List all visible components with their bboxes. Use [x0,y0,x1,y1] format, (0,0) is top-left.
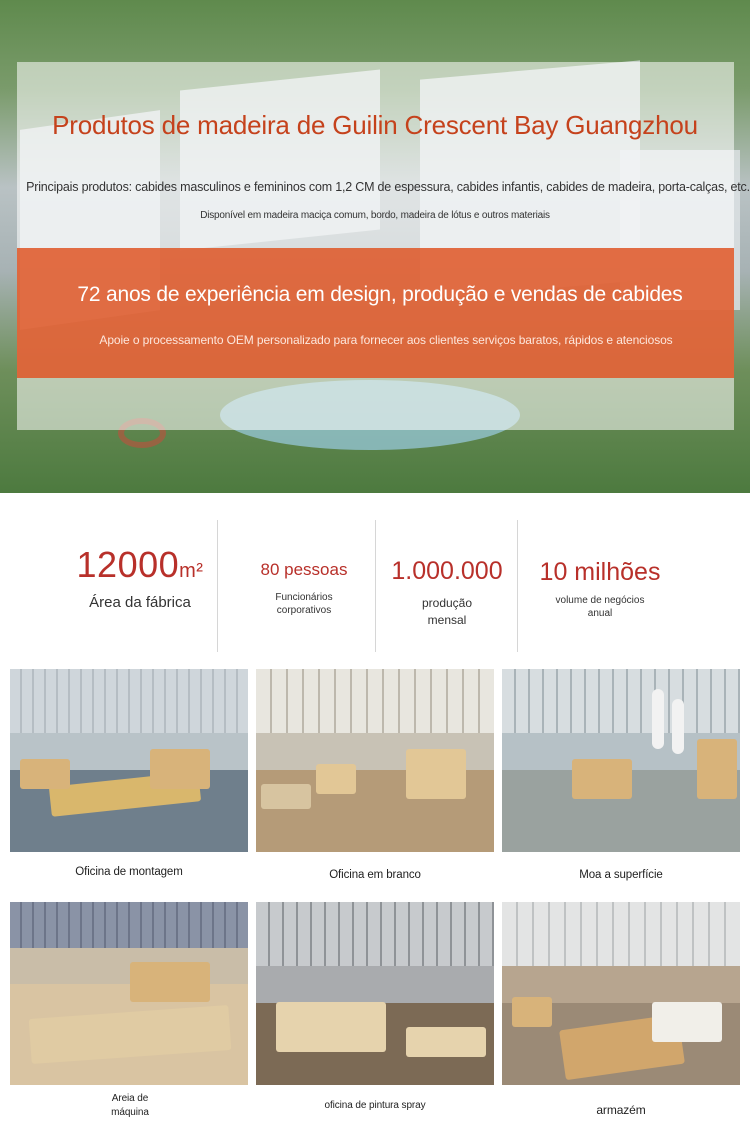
stat-employees-value: 80 pessoas [260,560,348,579]
caption-blank-workshop: Oficina em branco [329,869,421,881]
stat-annual-turnover-label-2: anual [587,608,613,619]
hero-banner [0,0,750,493]
stat-employees [230,560,378,616]
stat-annual-turnover-label-1: volume de negócios [555,595,645,606]
stat-monthly-production-label-1: produção [421,596,473,610]
caption-spray-paint-workshop: oficina de pintura spray [324,1100,426,1111]
stat-monthly-production [380,557,514,627]
stat-annual-turnover-value: 10 milhões [539,558,661,586]
photo-assembly-workshop [10,669,248,852]
band-oem-subtitle: Apoie o processamento OEM personalizado para fornecer aos clientes serviços baratos, rápidos e atenciosos [99,333,673,347]
hero-orange-band [17,248,734,378]
caption-assembly-workshop: Oficina de montagem [75,866,183,878]
stat-factory-area-value: 12000 [76,544,180,585]
stat-monthly-production-value: 1.000.000 [391,557,503,585]
photo-warehouse [502,902,740,1085]
stat-factory-area [60,544,220,611]
stat-factory-area-unit: m² [179,560,204,582]
caption-machine-sanding-line-1: Areia de [111,1093,149,1104]
stat-divider [375,520,376,652]
stat-divider [517,520,518,652]
photo-blank-workshop [256,669,494,852]
caption-surface-grinding: Moa a superfície [579,869,663,881]
stat-employees-label-1: Funcionários [275,592,333,603]
photo-spray-paint-workshop [256,902,494,1085]
band-experience-title: 72 anos de experiência em design, produção e vendas de cabides [77,283,683,306]
hero-title: Produtos de madeira de Guilin Crescent Bay Guangzhou [52,110,698,140]
hero-materials: Disponível em madeira maciça comum, bordo, madeira de lótus e outros materiais [200,210,550,221]
photo-machine-sanding [10,902,248,1085]
stat-divider [217,520,218,652]
stat-annual-turnover [525,558,675,619]
stat-factory-area-label: Área da fábrica [89,594,191,611]
caption-machine-sanding-line-2: máquina [111,1107,149,1118]
caption-machine-sanding [10,1093,250,1118]
stat-employees-label-2: corporativos [276,605,332,616]
hero-main-products: Principais produtos: cabides masculinos e femininos com 1,2 CM de espessura, cabides infantis, cabides de madeira, porta-calças, etc. [26,180,750,194]
caption-warehouse: armazém [596,1103,646,1117]
stat-monthly-production-label-2: mensal [427,613,467,627]
photo-surface-grinding [502,669,740,852]
